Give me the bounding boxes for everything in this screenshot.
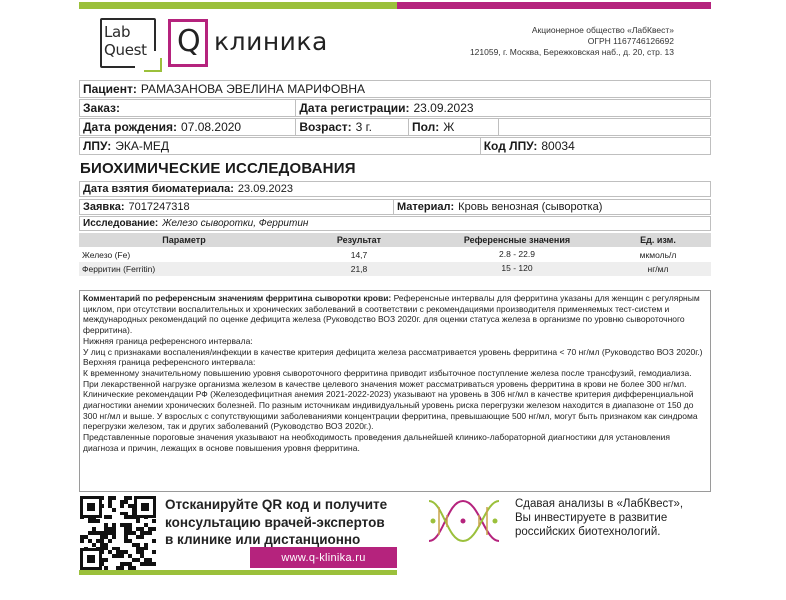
reg-date-label: Дата регистрации: (299, 101, 410, 115)
request-label: Заявка: (83, 201, 125, 213)
company-ogrn: ОГРН 1167746126692 (587, 36, 674, 46)
dna-icon (425, 493, 503, 549)
footer-green-bar (79, 570, 397, 575)
row-unit: нг/мл (647, 264, 669, 274)
birth-value: 07.08.2020 (181, 120, 242, 134)
sample-date-label: Дата взятия биоматериала: (83, 183, 234, 195)
comment-p3: У лиц с признаками воспаления/инфекции в качестве критерия дефицита железа рассматривается уровень ферритина < 70 нг/мл (Руководство ВОЗ 2020г.) (83, 346, 703, 357)
comment-p2: Нижняя граница референсного интервала: (83, 335, 253, 346)
patient-row (79, 80, 711, 98)
company-info (470, 25, 674, 58)
klinika-logo-text: клиника (214, 27, 328, 56)
header-result: Результат (336, 235, 382, 245)
biotech-text (515, 497, 683, 539)
biotech-line2: Вы инвестируете в развитие (515, 512, 668, 524)
study-label: Исследование: (83, 218, 159, 229)
row-ref: 2.8 - 22.9 (499, 249, 535, 259)
patient-label: Пациент: (83, 82, 137, 96)
study-row (79, 216, 711, 231)
logo-text-line2: Quest (104, 41, 147, 59)
logo-text-line1: Lab (104, 23, 131, 41)
row-ref: 15 - 120 (501, 263, 533, 273)
study-value: Железо сыворотки, Ферритин (162, 218, 309, 229)
results-header (79, 233, 711, 247)
sample-date-value: 23.09.2023 (237, 183, 293, 195)
table-row (79, 262, 711, 276)
promo-line3: в клинике или дистанционно (165, 532, 361, 547)
magenta-stripe (397, 2, 711, 9)
table-row (79, 248, 711, 262)
row-unit: мкмоль/л (639, 250, 677, 260)
q-logo-letter: Q (177, 24, 201, 59)
header-unit: Ед. изм. (640, 235, 676, 245)
order-row (79, 99, 711, 117)
biotech-line3: российских биотехнологий. (515, 526, 661, 538)
age-value: 3 г. (355, 120, 372, 134)
qr-code[interactable] (80, 496, 156, 570)
patient-name: РАМАЗАНОВА ЭВЕЛИНА МАРИФОВНА (140, 82, 366, 96)
qr-finder (134, 496, 156, 518)
material-value: Кровь венозная (сыворотка) (458, 201, 603, 213)
biotech-line1: Сдавая анализы в «ЛабКвест», (515, 498, 684, 510)
logo-accent (144, 58, 162, 72)
qr-finder (80, 548, 102, 570)
row-param: Железо (Fe) (82, 250, 131, 260)
comment-box (79, 290, 711, 492)
comment-title: Комментарий по референсным значениям ферритина сыворотки крови: (83, 293, 392, 303)
company-name: Акционерное общество «ЛабКвест» (531, 25, 674, 35)
top-color-bar (79, 2, 711, 9)
header-ref: Референсные значения (463, 235, 571, 245)
company-address: 121059, г. Москва, Бережковская наб., д. 20, стр. 13 (469, 47, 674, 57)
section-title: БИОХИМИЧЕСКИЕ ИССЛЕДОВАНИЯ (80, 160, 356, 177)
lpu-value: ЭКА-МЕД (115, 139, 169, 153)
row-result: 14,7 (350, 250, 368, 260)
qr-finder (80, 496, 102, 518)
sex-label: Пол: (411, 120, 440, 134)
website-link[interactable]: www.q-klinika.ru (250, 547, 397, 568)
comment-p1: Референсные интервалы для ферритина указаны для женщин с регулярным циклом, при отсутствии воспалительных и хронических заболеваний в соответствии с рекомендациями производителя применяемых тест-систем и международных рекомендаций по оценке дефицита железа (Руководство ВОЗ 2020г. для оценки статуса железа в организме по уровню сывороточного ферритина). (83, 293, 700, 336)
lpu-code-label: Код ЛПУ: (483, 139, 538, 153)
sex-value: Ж (443, 120, 455, 134)
qr-promo-text (165, 496, 387, 549)
sample-date-row (79, 181, 711, 197)
comment-p4: Верхняя граница референсного интервала: (83, 357, 256, 368)
request-row (79, 199, 711, 215)
birth-row (79, 118, 711, 136)
header-param: Параметр (162, 235, 206, 245)
comment-p6: Представленные пороговые значения указывают на необходимость проведения дальнейшей клинико-лабораторной диагностики для установления диагноза и причин, лежащих в основе повышения уровня ферритина. (83, 432, 670, 453)
row-result: 21,8 (350, 264, 368, 274)
green-stripe (79, 2, 397, 9)
promo-line2: консультацию врачей-экспертов (165, 514, 385, 530)
comment-p5: К временному значительному повышению уровня сывороточного ферритина приводит избыточное поступление железа после трансфузий, гемодиализа. При лекарственной нагрузке организма железом в качестве целевого значения может рассматриваться уровень ферритина в крови не более 300 нг/мл. Клинические рекомендации РФ (Железодефицитная анемия 2021-2022-2023) указывают на уровень в 306 нг/мл в качестве критерия дифференциальной диагностики анемии хронических болезней. По разным источникам индивидуальный уровень риска перегрузки железом находится в диапазоне от 150 до 300 нг/мл и выше. У взрослых с сопутствующими заболеваниями концентрации ферритина, превышающие 500 нг/мл, могут быть признаком как синдрома перегрузки железом, так и других заболеваний (Руководство ВОЗ 2020г.). (83, 367, 698, 432)
promo-line1: Отсканируйте QR код и получите (165, 497, 388, 512)
request-value: 7017247318 (128, 201, 190, 213)
labquest-logo (100, 18, 156, 68)
material-label: Материал: (397, 201, 455, 213)
lpu-label: ЛПУ: (83, 139, 112, 153)
birth-label: Дата рождения: (83, 120, 178, 134)
reg-date-value: 23.09.2023 (413, 101, 474, 115)
lpu-code-value: 80034 (541, 139, 575, 153)
order-label: Заказ: (83, 101, 120, 115)
row-param: Ферритин (Ferritin) (82, 264, 156, 274)
age-label: Возраст: (299, 120, 352, 134)
lpu-row (79, 137, 711, 155)
